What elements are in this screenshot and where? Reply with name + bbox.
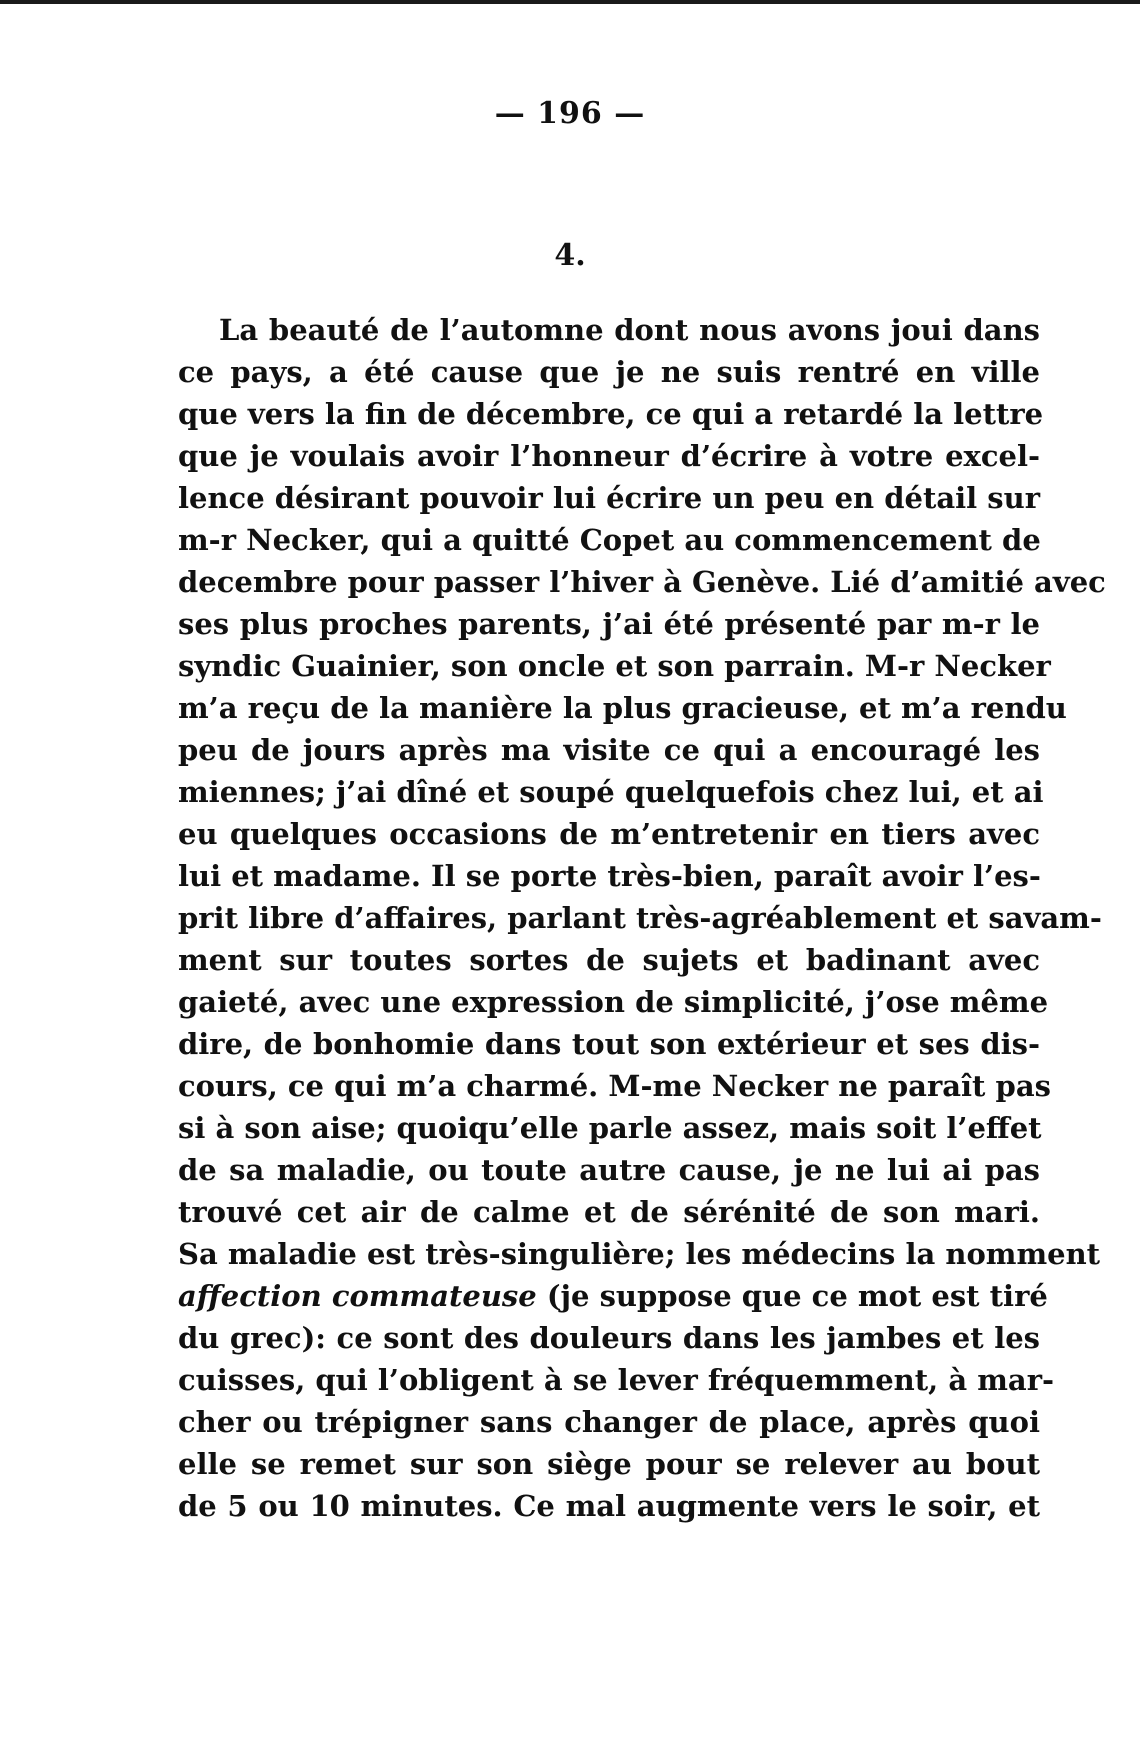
text-line: eu quelques occasions de m’entretenir en tiers avec <box>178 817 1040 851</box>
text-line: que vers la fin de décembre, ce qui a retardé la lettre <box>178 397 1044 431</box>
top-border-rule <box>0 0 1140 4</box>
text-line: miennes; j’ai dîné et soupé quelquefois chez lui, et ai <box>178 775 1044 809</box>
text-line: gaieté, avec une expression de simplicité, j’ose même <box>178 985 1049 1019</box>
text-line: de sa maladie, ou toute autre cause, je ne lui ai pas <box>178 1153 1040 1187</box>
text-line: syndic Guainier, son oncle et son parrain. M-r Necker <box>178 649 1051 683</box>
text-line: cuisses, qui l’obligent à se lever fréquemment, à mar- <box>178 1363 1055 1397</box>
text-line: La beauté de l’automne dont nous avons joui dans <box>219 313 1040 347</box>
italic-term: affection commateuse <box>178 1279 537 1313</box>
text-line: que je voulais avoir l’honneur d’écrire à votre excel- <box>178 439 1040 473</box>
page-number: — 196 — <box>494 96 646 131</box>
text-line: cher ou trépigner sans changer de place, après quoi <box>178 1405 1040 1439</box>
body-text <box>178 309 1106 1527</box>
text-line: dire, de bonhomie dans tout son extérieur et ses dis- <box>178 1027 1040 1061</box>
text-line: prit libre d’affaires, parlant très-agréablement et savam- <box>178 901 1102 935</box>
text-line: ses plus proches parents, j’ai été présenté par m-r le <box>178 607 1040 641</box>
text-line: lui et madame. Il se porte très-bien, paraît avoir l’es- <box>178 859 1041 893</box>
text-line: trouvé cet air de calme et de sérénité de son mari. <box>178 1195 1040 1229</box>
text-line-rest: (je suppose que ce mot est tiré <box>546 1279 1048 1313</box>
text-line-mixed <box>178 1275 1048 1317</box>
text-line: peu de jours après ma visite ce qui a encouragé les <box>178 733 1040 767</box>
text-line: ment sur toutes sortes de sujets et badinant avec <box>178 943 1040 977</box>
text-line: decembre pour passer l’hiver à Genève. Lié d’amitié avec <box>178 565 1106 599</box>
text-line: m-r Necker, qui a quitté Copet au commencement de <box>178 523 1041 557</box>
text-line: du grec): ce sont des douleurs dans les jambes et les <box>178 1321 1040 1355</box>
text-line: Sa maladie est très-singulière; les médecins la nomment <box>178 1237 1101 1271</box>
text-line: de 5 ou 10 minutes. Ce mal augmente vers le soir, et <box>178 1489 1040 1523</box>
text-line: m’a reçu de la manière la plus gracieuse, et m’a rendu <box>178 691 1067 725</box>
text-line: elle se remet sur son siège pour se relever au bout <box>178 1447 1040 1481</box>
text-line: lence désirant pouvoir lui écrire un peu en détail sur <box>178 481 1040 515</box>
text-line: si à son aise; quoiqu’elle parle assez, mais soit l’effet <box>178 1111 1042 1145</box>
text-line: ce pays, a été cause que je ne suis rentré en ville <box>178 355 1040 389</box>
section-number: 4. <box>554 238 586 273</box>
text-line: cours, ce qui m’a charmé. M-me Necker ne paraît pas <box>178 1069 1051 1103</box>
